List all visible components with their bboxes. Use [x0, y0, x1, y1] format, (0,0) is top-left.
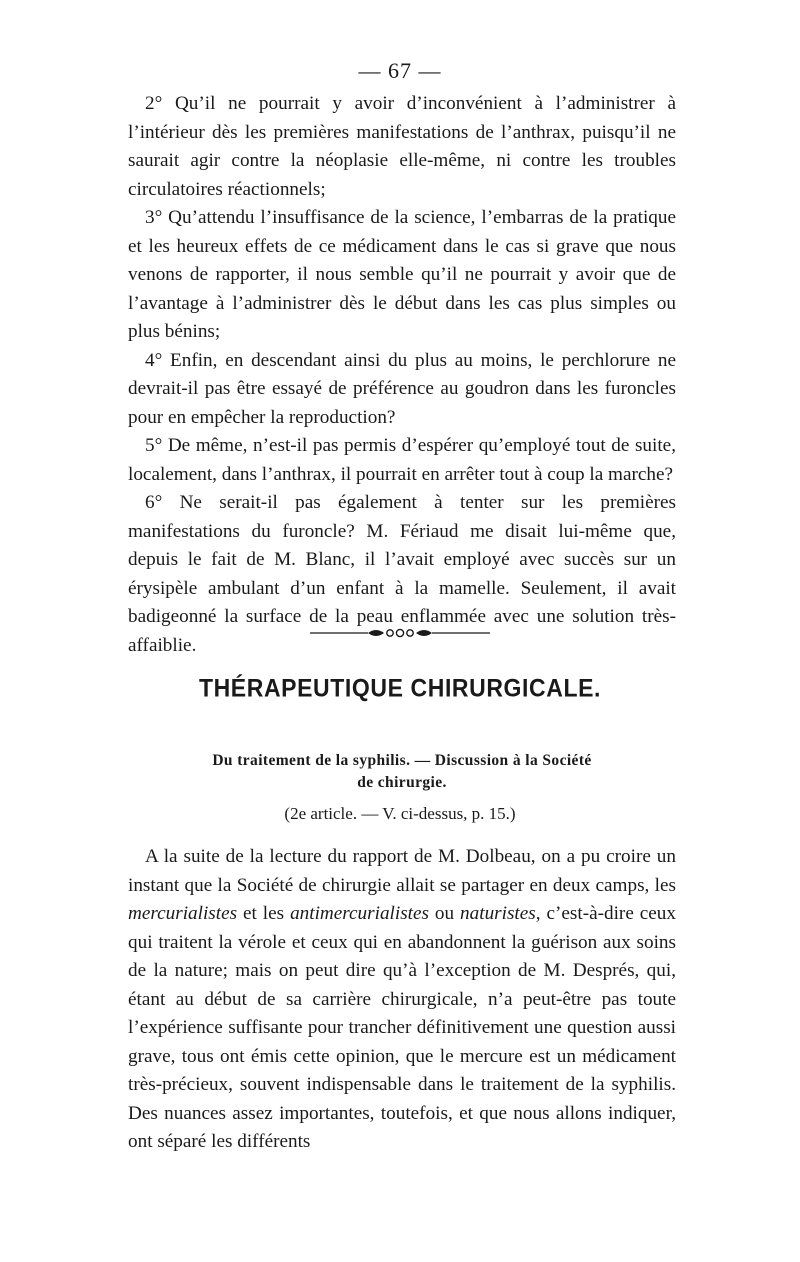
paragraph-point-4: 4° Enfin, en descendant ainsi du plus au moins, le perchlorure ne devrait-il pas être essayé de préférence au goudron dans les furoncles pour en empêcher la reproduction?: [128, 349, 676, 428]
article-title-line-2: de chirurgie.: [357, 774, 447, 791]
italic-term-naturistes: naturistes: [460, 903, 536, 924]
page-number: — 67 —: [358, 58, 442, 83]
paragraph-syphilis-discussion: [128, 843, 676, 1157]
upper-text-block: [128, 90, 676, 660]
italic-term-mercurialistes: mercurialistes: [128, 903, 238, 924]
article-title: [128, 750, 676, 794]
divider-ornament-icon: [0, 625, 800, 641]
text-segment: ou: [428, 903, 461, 924]
paragraph-point-3: 3° Qu’attendu l’insuffisance de la science, l’embarras de la pratique et les heureux effets de ce médicament dans le cas si grave que nous venons de rapporter, il nous semble qu’il ne pourrait y avoir que de l’avantage à l’administrer dès le début dans les cas plus simples ou plus bénins;: [128, 207, 676, 342]
article-note: (2e article. — V. ci-dessus, p. 15.): [284, 804, 516, 823]
article-title-line-1: Du traitement de la syphilis. — Discussion à la Société: [212, 752, 592, 769]
text-segment: A la suite de la lecture du rapport de M. Dolbeau, on a pu croire un instant que la Société de chirurgie allait se partager en deux camps, les: [128, 846, 676, 896]
italic-term-antimercurialistes: antimercurialistes: [290, 903, 429, 924]
text-segment: et les: [237, 903, 291, 924]
section-title: THÉRAPEUTIQUE CHIRURGICALE.: [198, 673, 602, 702]
paragraph-point-6: 6° Ne serait-il pas également à tenter sur les premières manifestations du furoncle? M. Fériaud me disait lui-même que, depuis le fait de M. Blanc, il l’avait employé avec succès sur un érysipèle ambulant d’un enfant à la mamelle. Seulement, il avait badigeonné la surface de la peau enflammée avec une solution très-affaiblie.: [128, 492, 676, 656]
lower-text-block: [128, 843, 676, 1157]
text-segment: , c’est-à-dire ceux qui traitent la vérole et ceux qui en abandonnent la guérison aux soins de la nature; mais on peut dire qu’à l’exception de M. Després, qui, étant au début de sa carrière chirurgicale, n’a peut-être pas toute l’expérience suffisante pour trancher définitivement une question aussi grave, tous ont émis cette opinion, que le mercure est un médicament très-précieux, souvent indispensable dans le traitement de la syphilis. Des nuances assez importantes, toutefois, et que nous allons indiquer, ont séparé les différents: [128, 903, 676, 1152]
paragraph-point-5: 5° De même, n’est-il pas permis d’espérer qu’employé tout de suite, localement, dans l’anthrax, il pourrait en arrêter tout à coup la marche?: [128, 435, 676, 485]
paragraph-point-2: 2° Qu’il ne pourrait y avoir d’inconvénient à l’administrer à l’intérieur dès les premières manifestations de l’anthrax, puisqu’il ne saurait agir contre la néoplasie elle-même, ni contre les troubles circulatoires réactionnels;: [128, 93, 676, 200]
